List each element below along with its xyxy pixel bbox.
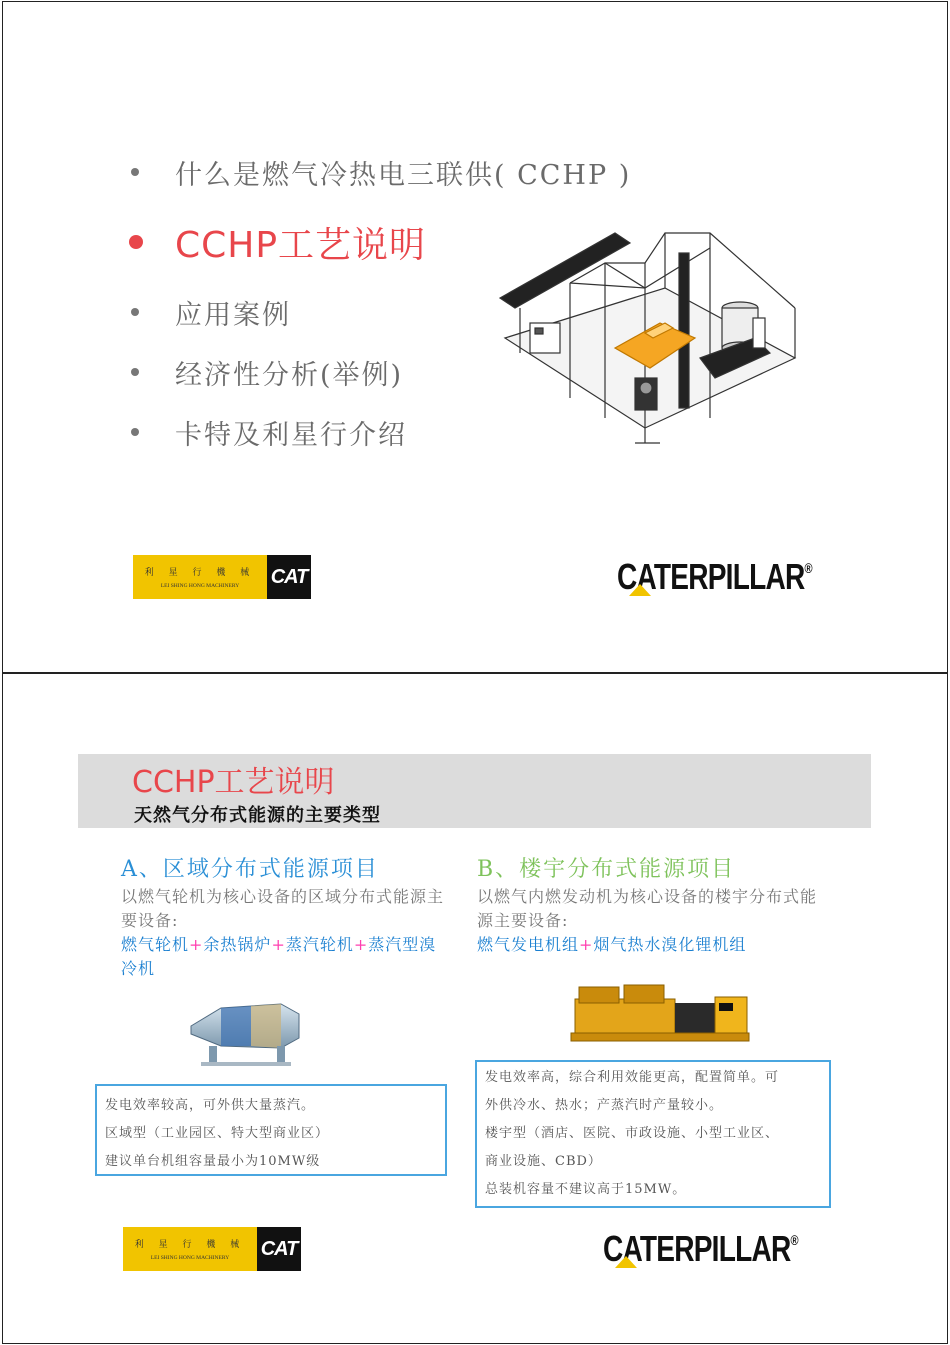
power-plant-illustration <box>495 228 805 458</box>
column-description: 以燃气轮机为核心设备的区域分布式能源主要设备: <box>121 887 445 930</box>
info-line: 商业设施、CBD） <box>485 1154 602 1169</box>
info-line: 发电效率高，综合利用效能更高，配置简单。可 <box>485 1070 780 1085</box>
plus-sign: + <box>271 935 286 954</box>
lsh-logo-yellow <box>133 555 267 599</box>
bullet-icon <box>129 235 143 249</box>
equipment-item: 烟气热水溴化锂机组 <box>593 935 747 954</box>
info-line: 楼宇型（酒店、医院、市政设施、小型工业区、 <box>485 1126 780 1141</box>
lsh-logo-cn: 利 星 行 機 械 <box>134 1240 246 1250</box>
equipment-item: 燃气轮机 <box>121 935 190 954</box>
gas-turbine-image <box>181 986 311 1068</box>
equipment-item: 余热锅炉 <box>203 935 272 954</box>
info-line: 建议单台机组容量最小为10MW级 <box>105 1154 321 1169</box>
gas-genset-image <box>569 977 751 1049</box>
lei-shing-hong-logo <box>133 555 311 599</box>
slide-subtitle: 天然气分布式能源的主要类型 <box>134 805 381 826</box>
slide-1 <box>2 1 948 673</box>
bullet-icon <box>131 428 139 436</box>
slide-title: CCHP工艺说明 <box>132 765 335 800</box>
cat-badge-text: CAT <box>260 1237 298 1260</box>
caterpillar-text: CATERPILLAR <box>603 1228 791 1269</box>
caterpillar-triangle-icon <box>629 584 651 596</box>
slide-2 <box>2 673 948 1344</box>
plus-sign: + <box>579 935 594 954</box>
agenda-item-label: 卡特及利星行介绍 <box>175 419 407 451</box>
equipment-item: 蒸汽轮机 <box>285 935 354 954</box>
district-info-box <box>95 1084 447 1176</box>
column-heading: B、楼宇分布式能源项目 <box>477 857 736 882</box>
registered-mark: ® <box>804 560 812 576</box>
agenda-item-1 <box>123 142 631 202</box>
lei-shing-hong-logo <box>123 1227 301 1271</box>
equipment-item: 燃气发电机组 <box>477 935 580 954</box>
caterpillar-text: CATERPILLAR <box>617 556 805 597</box>
lsh-logo-yellow <box>123 1227 257 1271</box>
equipment-item: 蒸汽型溴冷机 <box>121 935 437 978</box>
lsh-logo-en: LEI SHING HONG MACHINERY <box>150 1255 230 1261</box>
building-info-box <box>475 1060 831 1208</box>
cat-badge <box>257 1227 301 1271</box>
cat-badge <box>267 555 311 599</box>
caterpillar-triangle-icon <box>615 1256 637 1268</box>
info-line: 区域型（工业园区、特大型商业区） <box>105 1126 330 1141</box>
lsh-logo-cn: 利 星 行 機 械 <box>144 568 256 578</box>
info-line: 总装机容量不建议高于15MW。 <box>485 1182 687 1197</box>
plus-sign: + <box>353 935 369 954</box>
agenda-item-label: 什么是燃气冷热电三联供( CCHP ) <box>175 159 632 191</box>
column-building <box>477 852 817 957</box>
info-line: 发电效率较高，可外供大量蒸汽。 <box>105 1098 316 1113</box>
title-banner <box>78 754 871 828</box>
agenda-item-label: 应用案例 <box>175 299 291 331</box>
agenda-item-label: 经济性分析(举例) <box>175 359 404 391</box>
registered-mark: ® <box>790 1232 798 1248</box>
equipment-list <box>121 933 451 981</box>
bullet-icon <box>131 308 139 316</box>
column-description: 以燃气内燃发动机为核心设备的楼宇分布式能源主要设备: <box>477 887 818 930</box>
cat-badge-text: CAT <box>270 565 308 588</box>
bullet-icon <box>131 368 139 376</box>
plus-sign: + <box>189 935 204 954</box>
column-heading: A、区域分布式能源项目 <box>121 857 379 882</box>
column-district <box>121 852 451 981</box>
bullet-icon <box>131 168 139 176</box>
info-line: 外供冷水、热水；产蒸汽时产量较小。 <box>485 1098 724 1113</box>
lsh-logo-en: LEI SHING HONG MACHINERY <box>160 583 240 589</box>
agenda-item-label: CCHP工艺说明 <box>175 224 427 266</box>
equipment-list <box>477 933 817 957</box>
